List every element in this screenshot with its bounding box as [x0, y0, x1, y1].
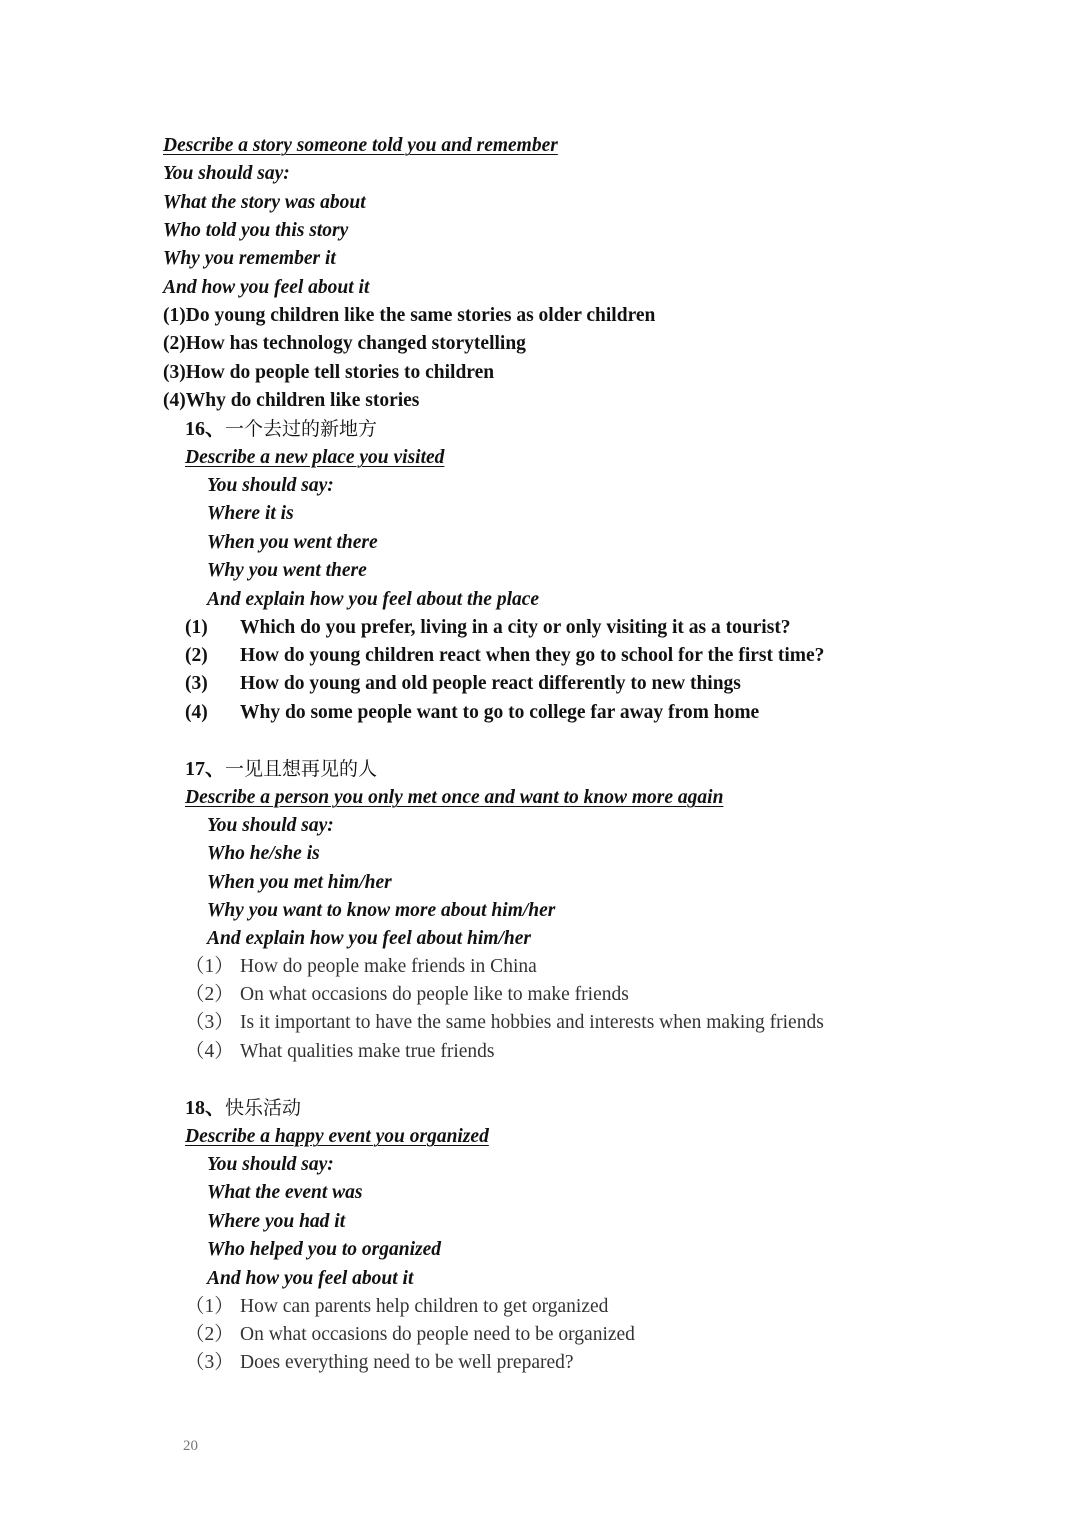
question-line [185, 1040, 905, 1064]
page-number: 20 [183, 1438, 198, 1454]
section-chinese-title: 一个去过的新地方 [225, 418, 378, 440]
question-number: （1） [185, 956, 234, 977]
cue-line: Why you want to know more about him/her [207, 900, 556, 921]
cue-line: Why you remember it [163, 248, 336, 269]
question-line: (1)Do young children like the same stories as older children [163, 305, 656, 326]
cue-line: And explain how you feel about him/her [207, 928, 531, 949]
topic-title: Describe a happy event you organized [185, 1126, 489, 1147]
question-number: (3) [185, 673, 208, 694]
question-number: (1) [185, 617, 208, 638]
question-line [185, 983, 905, 1007]
prompt-text: You should say: [207, 815, 334, 836]
question-number: （3） [185, 1012, 234, 1033]
question-line [185, 701, 885, 725]
question-line [185, 672, 885, 696]
question-line [185, 616, 885, 640]
question-line [185, 1351, 905, 1375]
cue-line: Who helped you to organized [207, 1239, 442, 1260]
question-text: Is it important to have the same hobbies and interests when making friends [240, 1012, 824, 1033]
section-heading-17 [185, 757, 377, 781]
cue-line: What the event was [207, 1182, 363, 1203]
question-line: (2)How has technology changed storytelling [163, 333, 526, 354]
cue-line: And explain how you feel about the place [207, 589, 540, 610]
section-heading-18 [185, 1096, 301, 1120]
question-text: On what occasions do people need to be organized [240, 1324, 635, 1345]
topic-title: Describe a new place you visited [185, 447, 445, 468]
section-number: 18、 [185, 1097, 225, 1119]
question-text: Why do some people want to go to college far away from home [240, 702, 760, 723]
question-line [185, 1323, 905, 1347]
topic-title: Describe a person you only met once and want to know more again [185, 787, 724, 808]
cue-line: Where it is [207, 503, 294, 524]
cue-line: Why you went there [207, 560, 367, 581]
question-text: How can parents help children to get organized [240, 1296, 609, 1317]
question-text: How do young and old people react differently to new things [240, 673, 741, 694]
cue-line: Who told you this story [163, 220, 349, 241]
question-line [185, 1295, 905, 1319]
question-number: （1） [185, 1296, 234, 1317]
cue-line: When you went there [207, 532, 378, 553]
cue-line: When you met him/her [207, 872, 392, 893]
question-text: On what occasions do people like to make friends [240, 984, 629, 1005]
question-number: (2) [185, 645, 208, 666]
section-heading-16 [185, 417, 377, 441]
question-line: (3)How do people tell stories to children [163, 362, 495, 383]
section-number: 16、 [185, 418, 225, 440]
question-text: How do young children react when they go to school for the first time? [240, 645, 825, 666]
question-text: Does everything need to be well prepared? [240, 1352, 574, 1373]
question-number: （3） [185, 1352, 234, 1373]
section-chinese-title: 快乐活动 [225, 1097, 302, 1119]
question-text: How do people make friends in China [240, 956, 537, 977]
question-number: （2） [185, 984, 234, 1005]
question-line [185, 955, 905, 979]
cue-line: Who he/she is [207, 843, 320, 864]
cue-line: Where you had it [207, 1211, 346, 1232]
question-number: （2） [185, 1324, 234, 1345]
question-number: （4） [185, 1041, 234, 1062]
cue-line: What the story was about [163, 192, 366, 213]
prompt-text: You should say: [207, 1154, 334, 1175]
section-chinese-title: 一见且想再见的人 [225, 758, 378, 780]
cue-line: And how you feel about it [163, 277, 370, 298]
topic-title: Describe a story someone told you and remember [163, 135, 558, 156]
question-line [185, 644, 905, 668]
prompt-text: You should say: [163, 163, 290, 184]
question-text: Which do you prefer, living in a city or only visiting it as a tourist? [240, 617, 791, 638]
prompt-text: You should say: [207, 475, 334, 496]
question-text: What qualities make true friends [240, 1041, 495, 1062]
question-line: (4)Why do children like stories [163, 390, 420, 411]
question-number: (4) [185, 702, 208, 723]
question-line [185, 1011, 905, 1035]
section-number: 17、 [185, 758, 225, 780]
cue-line: And how you feel about it [207, 1268, 414, 1289]
